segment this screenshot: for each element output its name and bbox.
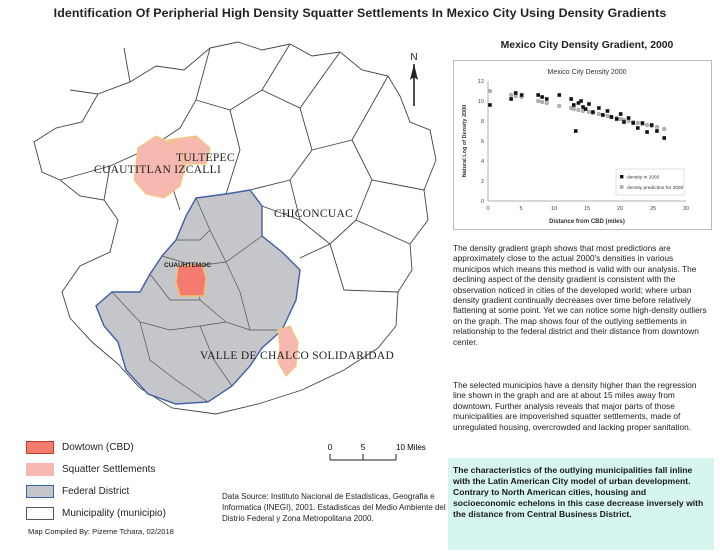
conclusion-box: The characteristics of the outlying municipalities fall inline with the Latin American City model of urban development. Contrary to North American cities, housing and socioeconomic echelons in this case decrease inversely with the distance from Central Business District. <box>448 458 714 550</box>
legend-item-federal <box>26 480 216 502</box>
legend-item-cbd <box>26 436 216 458</box>
north-arrow <box>404 50 424 110</box>
legend-swatch <box>26 463 54 476</box>
prediction-point <box>557 104 561 108</box>
density-point <box>569 97 573 101</box>
scale-tick-5: 5 <box>360 443 366 452</box>
density-point <box>520 93 524 97</box>
density-point <box>650 123 654 127</box>
density-chart <box>453 60 712 230</box>
y-tick-label: 2 <box>480 179 484 185</box>
density-point <box>597 106 601 110</box>
map-title: Identification Of Peripherial High Density Squatter Settlements In Mexico City Using Density Gradients <box>53 6 667 20</box>
map-credit: Map Compiled By: Pizeme Tchara, 02/2018 <box>28 527 174 536</box>
label-tultepec: TULTEPEC <box>176 152 235 164</box>
prediction-point <box>572 107 576 111</box>
prediction-point <box>577 108 581 112</box>
prediction-point <box>536 99 540 103</box>
legend-label: Squatter Settlements <box>62 463 156 475</box>
north-label: N <box>410 52 418 63</box>
legend-item-squatter <box>26 458 216 480</box>
y-tick-label: 4 <box>480 159 484 165</box>
map-legend <box>26 436 216 524</box>
scale-tick-0: 0 <box>327 443 333 452</box>
prediction-point <box>662 127 666 131</box>
density-point <box>627 116 631 120</box>
density-point <box>540 95 544 99</box>
prediction-point <box>597 112 601 116</box>
north-arrow-icon <box>404 50 424 110</box>
x-tick-label: 0 <box>486 206 490 212</box>
legend-label: Municipality (municipio) <box>62 507 166 519</box>
chart-heading: Mexico City Density Gradient, 2000 <box>500 40 674 51</box>
density-point <box>619 112 623 116</box>
prediction-point <box>636 121 640 125</box>
label-chalco: VALLE DE CHALCO SOLIDARIDAD <box>200 350 395 362</box>
density-point <box>641 121 645 125</box>
x-tick-label: 20 <box>616 206 624 212</box>
legend-label-density: density in 2000 <box>627 175 660 181</box>
legend-marker-prediction <box>620 185 624 189</box>
mexico-city-map <box>0 30 450 430</box>
label-chiconcuac: CHICONCUAC <box>274 208 354 220</box>
x-tick-label: 10 <box>550 206 558 212</box>
density-point <box>636 126 640 130</box>
density-point <box>579 99 583 103</box>
x-tick-label: 5 <box>519 206 523 212</box>
data-source: Data Source: Instituto Nacional de Estadisticas, Geografia e Informatica (INEGI), 2001. Estadisticas del Medio Ambiente del Distrio Federal y Zona Metropolitana 2000. <box>222 492 446 523</box>
density-point <box>615 117 619 121</box>
scale-tick-10: 10 Miles <box>396 443 426 452</box>
density-point <box>622 120 626 124</box>
density-point <box>655 129 659 133</box>
prediction-point <box>655 125 659 129</box>
density-point <box>631 121 635 125</box>
density-point <box>572 103 576 107</box>
density-point <box>545 97 549 101</box>
legend-marker-density <box>620 175 623 178</box>
density-point <box>574 129 578 133</box>
prediction-point <box>509 93 513 97</box>
density-point <box>591 110 595 114</box>
label-cuautitlan: CUAUTITLAN IZCALLI <box>94 164 222 176</box>
prediction-point <box>540 100 544 104</box>
prediction-point <box>587 110 591 114</box>
legend-item-municipality <box>26 502 216 524</box>
analysis-paragraph-2: The selected municipios have a density higher than the regression line shown in the graph and are at about 15 miles away from downtown. Further analysis reveals that major parts of those municipalities are impoverished squatter settlements, made of unregulated housing, overcrowded and lacking proper sanitation. <box>453 380 697 432</box>
density-point <box>645 130 649 134</box>
legend-swatch <box>26 485 54 498</box>
x-tick-label: 30 <box>682 206 690 212</box>
density-point <box>536 93 540 97</box>
density-point <box>509 97 513 101</box>
municipality-boundary <box>124 48 130 82</box>
legend-label-prediction: density prediction for 2000 <box>627 185 684 191</box>
prediction-point <box>545 101 549 105</box>
chart-title: Mexico City Density 2000 <box>547 69 627 76</box>
chart-canvas <box>454 61 711 229</box>
y-tick-label: 10 <box>477 99 484 105</box>
map-canvas <box>0 30 450 430</box>
y-tick-label: 8 <box>480 119 484 125</box>
density-point <box>514 91 518 95</box>
y-axis-label: Natural Log of Density 2000 <box>462 104 468 178</box>
prediction-point <box>488 89 492 93</box>
chart-legend <box>616 169 684 195</box>
y-tick-label: 6 <box>480 139 484 145</box>
legend-swatch <box>26 507 54 520</box>
density-point <box>488 103 492 107</box>
municipality-boundary <box>70 90 98 94</box>
y-tick-label: 12 <box>477 79 484 85</box>
density-point <box>662 136 666 140</box>
prediction-point <box>606 114 610 118</box>
legend-label: Dowtown (CBD) <box>62 441 134 453</box>
density-point <box>587 102 591 106</box>
x-tick-label: 15 <box>583 206 591 212</box>
y-tick-label: 0 <box>480 199 484 205</box>
density-point <box>584 107 588 111</box>
legend-swatch <box>26 441 54 454</box>
density-point <box>601 113 605 117</box>
x-axis-label: Distance from CBD (miles) <box>549 219 625 225</box>
density-point <box>557 93 561 97</box>
label-cuauhtemoc: CUAUHTEMOC <box>164 262 211 269</box>
x-tick-label: 25 <box>649 206 657 212</box>
legend-label: Federal District <box>62 485 130 497</box>
scale-bar <box>322 440 432 476</box>
density-point <box>610 115 614 119</box>
analysis-paragraph-1: The density gradient graph shows that most predictions are approximately close to the actual 2000's densities in various municipos which means this method is valid with our analysis. The declining aspect of the density gradient is consistent with the observation noticed in cities of the developed world; where urban density gradient continually decreases over time before relatively flattening at some point. Yet we can notice some high-density outliers on the graph. The map shows four of the outlying settlements in relationship to the federal district and their distance from downtown center. <box>453 243 707 347</box>
prediction-point <box>645 123 649 127</box>
density-point <box>606 109 610 113</box>
